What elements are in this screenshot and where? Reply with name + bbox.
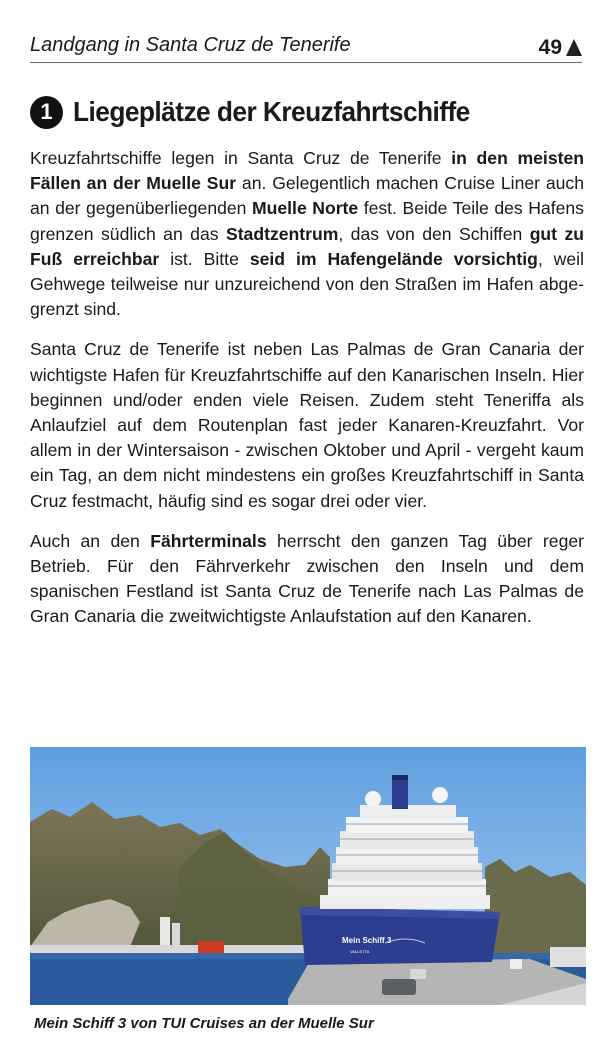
- section-heading: [30, 90, 590, 134]
- bold-phrase: Stadtzentrum: [225, 223, 339, 244]
- text-run: fest. Beide Teile des Hafens grenzen südlich an das: [30, 198, 584, 244]
- photo-caption: Mein Schiff 3 von TUI Cruises an der Muelle Sur: [30, 1012, 586, 1038]
- section-title: Liegeplätze der Kreuzfahrtschiffe: [73, 96, 470, 127]
- text-run: ist. Bitte: [159, 248, 250, 269]
- bold-phrase: Fährterminals: [150, 530, 267, 551]
- ship-photo: [30, 747, 586, 1005]
- triangle-up-icon: [566, 39, 582, 56]
- running-title: Landgang in Santa Cruz de Tenerife: [30, 34, 351, 56]
- text-run: herrscht den ganzen Tag über reger Betrieb. Für den Fährverkehr zwischen den Inseln und dem spanischen Festland ist Santa Cruz de Tenerife nach Las Palmas de Gran Canaria die zweitwichtigste Anlaufstation auf den Kanaren.: [30, 530, 584, 627]
- section-number-badge: 1: [30, 96, 63, 129]
- body-text: [30, 146, 584, 645]
- text-run: , das von den Schiffen: [338, 223, 530, 244]
- bold-phrase: gut zu Fuß erreichbar: [30, 223, 584, 269]
- ship-name-label: Mein Schiff 3: [342, 936, 392, 945]
- text-run: Auch an den: [30, 530, 151, 551]
- page-number: 49: [538, 36, 562, 59]
- text-run: , weil Gehwege teilweise nur unzureichend von den Straßen im Hafen abgegrenzt sind.: [30, 248, 584, 320]
- text-run: an. Gelegentlich machen Cruise Liner auch an der gegenüberliegenden: [30, 173, 584, 219]
- bold-phrase: Muelle Norte: [251, 198, 359, 219]
- bold-phrase: seid im Hafengelände vorsichtig: [249, 248, 538, 269]
- text-run: Santa Cruz de Tenerife ist neben Las Palmas de Gran Canaria der wichtigste Hafen für Kreuzfahrtschiffe auf den Kanarischen Inseln. Hier beginnen und/oder enden viele Reisen. Zudem steht Teneriffa als Anlaufziel auf dem Routenplan fast jeder Kanaren-Kreuzfahrt. Vor allem in der Wintersaison - zwischen Oktober und April - vergeht kaum ein Tag, an dem nicht mindestens ein großes Kreuzfahrtschiff in Santa Cruz festmacht, häufig sind es sogar drei oder vier.: [30, 339, 584, 511]
- running-header: [30, 32, 582, 63]
- text-run: Kreuzfahrtschiffe legen in Santa Cruz de Tenerife: [30, 148, 452, 168]
- ship-port-label: VALLETTA: [350, 949, 370, 954]
- paragraph-2: [30, 337, 584, 513]
- paragraph-1: [30, 146, 584, 322]
- bold-phrase: in den meisten Fällen an der Muelle Sur: [30, 148, 584, 194]
- paragraph-3: [30, 529, 584, 630]
- cruise-ship-illustration: [30, 747, 586, 1005]
